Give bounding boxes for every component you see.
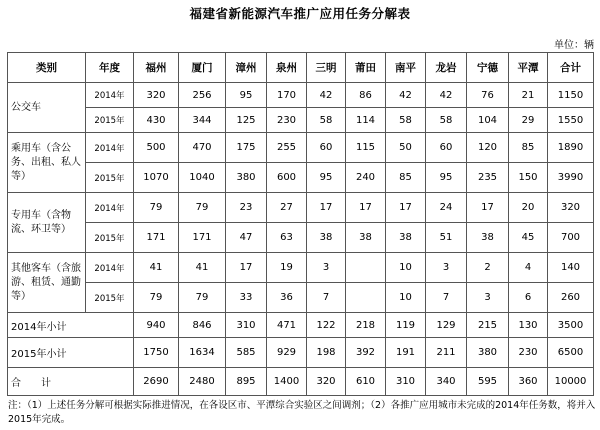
footnote: 注：（1）上述任务分解可根据实际推进情况，在各设区市、平潭综合实验区之间调剂；（2）各推广应用城市未完成的2014年任务数，将并入2015年完成。 <box>8 400 596 425</box>
task-table <box>7 52 594 396</box>
summary-row <box>8 313 594 338</box>
value-cell: 24 <box>426 193 467 223</box>
year-cell: 2014年 <box>86 133 134 163</box>
value-cell: 29 <box>509 108 548 133</box>
summary-label: 合 计 <box>8 368 134 396</box>
value-cell: 430 <box>134 108 179 133</box>
value-cell: 104 <box>467 108 509 133</box>
summary-value-cell: 122 <box>307 313 346 338</box>
summary-value-cell: 1400 <box>267 368 307 396</box>
summary-value-cell: 1750 <box>134 338 179 368</box>
value-cell: 79 <box>179 283 226 313</box>
value-cell: 3990 <box>548 163 594 193</box>
header-cell: 福州 <box>134 53 179 83</box>
summary-value-cell: 2690 <box>134 368 179 396</box>
value-cell: 95 <box>426 163 467 193</box>
summary-value-cell: 380 <box>467 338 509 368</box>
summary-value-cell: 310 <box>386 368 426 396</box>
year-cell: 2014年 <box>86 193 134 223</box>
value-cell: 3 <box>426 253 467 283</box>
value-cell: 170 <box>267 83 307 108</box>
summary-value-cell: 846 <box>179 313 226 338</box>
value-cell: 58 <box>426 108 467 133</box>
value-cell <box>346 253 386 283</box>
summary-value-cell: 218 <box>346 313 386 338</box>
value-cell: 320 <box>548 193 594 223</box>
page-title: 福建省新能源汽车推广应用任务分解表 <box>189 6 411 21</box>
value-cell: 235 <box>467 163 509 193</box>
value-cell: 58 <box>386 108 426 133</box>
value-cell: 380 <box>226 163 267 193</box>
summary-value-cell: 595 <box>467 368 509 396</box>
value-cell: 58 <box>307 108 346 133</box>
value-cell: 470 <box>179 133 226 163</box>
summary-value-cell: 392 <box>346 338 386 368</box>
header-cell: 南平 <box>386 53 426 83</box>
value-cell: 125 <box>226 108 267 133</box>
category-cell: 公交车 <box>8 83 86 133</box>
value-cell: 256 <box>179 83 226 108</box>
table-row <box>8 108 594 133</box>
header-cell: 漳州 <box>226 53 267 83</box>
value-cell: 320 <box>134 83 179 108</box>
header-cell: 年度 <box>86 53 134 83</box>
value-cell: 17 <box>467 193 509 223</box>
summary-row <box>8 368 594 396</box>
value-cell: 21 <box>509 83 548 108</box>
table-row <box>8 283 594 313</box>
summary-value-cell: 2480 <box>179 368 226 396</box>
year-cell: 2014年 <box>86 83 134 108</box>
value-cell: 150 <box>509 163 548 193</box>
summary-value-cell: 340 <box>426 368 467 396</box>
table-row <box>8 193 594 223</box>
value-cell: 600 <box>267 163 307 193</box>
value-cell: 95 <box>226 83 267 108</box>
value-cell: 50 <box>386 133 426 163</box>
value-cell: 60 <box>426 133 467 163</box>
value-cell: 27 <box>267 193 307 223</box>
summary-value-cell: 3500 <box>548 313 594 338</box>
value-cell: 115 <box>346 133 386 163</box>
value-cell: 17 <box>226 253 267 283</box>
value-cell: 38 <box>307 223 346 253</box>
value-cell: 171 <box>179 223 226 253</box>
summary-value-cell: 119 <box>386 313 426 338</box>
value-cell: 140 <box>548 253 594 283</box>
header-row <box>8 53 594 83</box>
value-cell: 3 <box>307 253 346 283</box>
value-cell: 95 <box>307 163 346 193</box>
summary-value-cell: 360 <box>509 368 548 396</box>
value-cell: 20 <box>509 193 548 223</box>
value-cell: 85 <box>386 163 426 193</box>
header-cell: 莆田 <box>346 53 386 83</box>
value-cell: 1070 <box>134 163 179 193</box>
value-cell: 1890 <box>548 133 594 163</box>
summary-value-cell: 211 <box>426 338 467 368</box>
value-cell: 42 <box>426 83 467 108</box>
value-cell: 19 <box>267 253 307 283</box>
value-cell: 10 <box>386 283 426 313</box>
summary-value-cell: 230 <box>509 338 548 368</box>
header-cell: 类别 <box>8 53 86 83</box>
summary-value-cell: 940 <box>134 313 179 338</box>
value-cell: 7 <box>307 283 346 313</box>
summary-value-cell: 585 <box>226 338 267 368</box>
value-cell: 255 <box>267 133 307 163</box>
summary-value-cell: 310 <box>226 313 267 338</box>
value-cell: 10 <box>386 253 426 283</box>
value-cell: 7 <box>426 283 467 313</box>
header-cell: 厦门 <box>179 53 226 83</box>
value-cell: 1550 <box>548 108 594 133</box>
value-cell: 120 <box>467 133 509 163</box>
year-cell: 2015年 <box>86 163 134 193</box>
header-cell: 龙岩 <box>426 53 467 83</box>
value-cell: 42 <box>386 83 426 108</box>
year-cell: 2014年 <box>86 253 134 283</box>
header-cell: 平潭 <box>509 53 548 83</box>
value-cell: 33 <box>226 283 267 313</box>
value-cell: 76 <box>467 83 509 108</box>
header-cell: 泉州 <box>267 53 307 83</box>
value-cell: 47 <box>226 223 267 253</box>
table-row <box>8 223 594 253</box>
summary-value-cell: 471 <box>267 313 307 338</box>
value-cell: 38 <box>346 223 386 253</box>
table-row <box>8 253 594 283</box>
summary-value-cell: 320 <box>307 368 346 396</box>
category-cell: 专用车（含物流、环卫等） <box>8 193 86 253</box>
value-cell: 171 <box>134 223 179 253</box>
summary-label: 2014年小计 <box>8 313 134 338</box>
unit-label: 单位：辆 <box>554 40 594 51</box>
header-cell: 三明 <box>307 53 346 83</box>
value-cell: 1150 <box>548 83 594 108</box>
value-cell: 4 <box>509 253 548 283</box>
category-cell: 其他客车（含旅游、租赁、通勤等） <box>8 253 86 313</box>
table-row <box>8 133 594 163</box>
summary-value-cell: 198 <box>307 338 346 368</box>
summary-value-cell: 895 <box>226 368 267 396</box>
value-cell: 41 <box>179 253 226 283</box>
value-cell: 17 <box>386 193 426 223</box>
value-cell: 51 <box>426 223 467 253</box>
table-row <box>8 83 594 108</box>
value-cell: 41 <box>134 253 179 283</box>
value-cell: 79 <box>134 283 179 313</box>
category-cell: 乘用车（含公务、出租、私人等） <box>8 133 86 193</box>
table-row <box>8 163 594 193</box>
value-cell: 2 <box>467 253 509 283</box>
summary-row <box>8 338 594 368</box>
header-cell: 宁德 <box>467 53 509 83</box>
value-cell: 23 <box>226 193 267 223</box>
value-cell: 36 <box>267 283 307 313</box>
summary-value-cell: 929 <box>267 338 307 368</box>
value-cell: 700 <box>548 223 594 253</box>
value-cell: 240 <box>346 163 386 193</box>
summary-value-cell: 129 <box>426 313 467 338</box>
summary-value-cell: 610 <box>346 368 386 396</box>
value-cell <box>346 283 386 313</box>
value-cell: 45 <box>509 223 548 253</box>
summary-value-cell: 215 <box>467 313 509 338</box>
value-cell: 79 <box>179 193 226 223</box>
summary-value-cell: 130 <box>509 313 548 338</box>
summary-label: 2015年小计 <box>8 338 134 368</box>
year-cell: 2015年 <box>86 223 134 253</box>
value-cell: 42 <box>307 83 346 108</box>
value-cell: 85 <box>509 133 548 163</box>
value-cell: 60 <box>307 133 346 163</box>
value-cell: 3 <box>467 283 509 313</box>
year-cell: 2015年 <box>86 283 134 313</box>
summary-value-cell: 10000 <box>548 368 594 396</box>
value-cell: 38 <box>386 223 426 253</box>
summary-value-cell: 191 <box>386 338 426 368</box>
value-cell: 86 <box>346 83 386 108</box>
value-cell: 230 <box>267 108 307 133</box>
value-cell: 1040 <box>179 163 226 193</box>
value-cell: 38 <box>467 223 509 253</box>
value-cell: 79 <box>134 193 179 223</box>
summary-value-cell: 6500 <box>548 338 594 368</box>
value-cell: 17 <box>346 193 386 223</box>
value-cell: 344 <box>179 108 226 133</box>
value-cell: 6 <box>509 283 548 313</box>
year-cell: 2015年 <box>86 108 134 133</box>
summary-value-cell: 1634 <box>179 338 226 368</box>
value-cell: 260 <box>548 283 594 313</box>
value-cell: 17 <box>307 193 346 223</box>
value-cell: 500 <box>134 133 179 163</box>
value-cell: 114 <box>346 108 386 133</box>
value-cell: 63 <box>267 223 307 253</box>
value-cell: 175 <box>226 133 267 163</box>
header-cell: 合计 <box>548 53 594 83</box>
